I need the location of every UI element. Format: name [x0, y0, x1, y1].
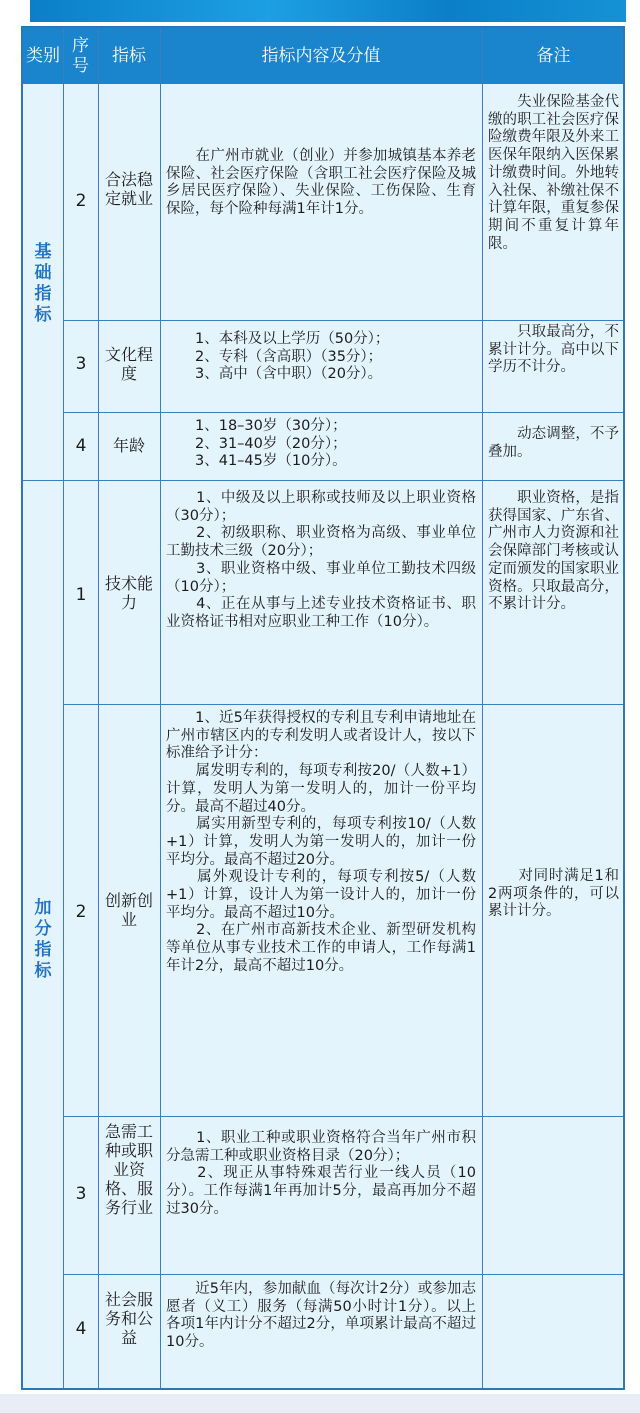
header-note: 备注	[536, 46, 571, 66]
top-decor-band	[30, 0, 626, 22]
row-indicator: 技术能力	[104, 574, 153, 612]
row-indicator: 社会服务和公益	[104, 1290, 153, 1347]
row-indicator: 创新创业	[104, 891, 153, 929]
row-index: 2	[75, 902, 87, 922]
row-note: 职业资格，是指获得国家、广东省、广州市人力资源和社会保障部门考核或认定而颁发的国家职业资格。只取最高分，不累计计分。	[488, 490, 619, 613]
row-index: 4	[75, 436, 87, 456]
score-table	[21, 26, 625, 1390]
row-indicator: 合法稳定就业	[104, 170, 153, 208]
row-divider	[63, 412, 623, 413]
row-content: 1、18–30岁（30分）； 2、31–40岁（20分）； 3、41–45岁（10分）。	[194, 418, 347, 470]
row-note: 动态调整，不予叠加。	[488, 426, 619, 460]
row-content: 1、职业工种或职业资格符合当年广州市积分急需工种或职业资格目录（20分）； 2、现正从事特殊艰苦行业一线人员（10分）。工作每满1年再加计5分，最高再加分不超过30分。	[166, 1130, 476, 1217]
row-divider	[63, 1116, 623, 1117]
row-divider	[63, 704, 623, 705]
row-index: 3	[75, 354, 87, 374]
row-content: 1、近5年获得授权的专利且专利申请地址在广州市辖区内的专利发明人或者设计人，按以下标准给予计分： 属发明专利的，每项专利按20/（人数+1）计算，发明人为第一发明人的，加计一份平均分。最高不超过40分。 属实用新型专利的，每项专利按10/（人数+1）计算，发明人为第一发明人的，加计一份平均分。最高不超过20分。 属外观设计专利的，每项专利按5/（人数+1）计算，设计人为第一设计人的，加计一份平均分。最高不超过10分。 2、在广州市高新技术企业、新型研发机构等单位从事专业技术工作的申请人，工作每满1年计2分，最高不超过10分。	[166, 710, 476, 974]
bottom-decor-band	[0, 1394, 640, 1413]
row-index: 2	[75, 191, 87, 211]
column-divider	[63, 28, 64, 1388]
header-category: 类别	[26, 46, 60, 66]
row-content: 1、中级及以上职称或技师及以上职业资格（30分）； 2、初级职称、职业资格为高级、事业单位工勤技术三级（20分）； 3、职业资格中级、事业单位工勤技术四级（10分）； 4、正在从事与上述专业技术资格证书、职业资格证书相对应职业工种工作（10分）。	[166, 490, 476, 630]
category-bonus: 加分指标	[34, 898, 52, 981]
row-note: 失业保险基金代缴的职工社会医疗保险缴费年限及外来工医保年限纳入医保累计缴费时间。外地转入社保、补缴社保不计算年限，重复参保期间不重复计算年限。	[488, 94, 619, 252]
row-index: 3	[75, 1184, 87, 1204]
category-basic: 基础指标	[34, 242, 52, 325]
row-content: 近5年内，参加献血（每次计2分）或参加志愿者（义工）服务（每满50小时计1分）。以上各项1年内计分不超过2分，单项累计最高不超过10分。	[166, 1281, 476, 1351]
row-indicator: 急需工种或职业资格、服务行业	[104, 1122, 153, 1217]
row-note: 只取最高分，不累计计分。高中以下学历不计分。	[488, 324, 619, 376]
header-content: 指标内容及分值	[261, 46, 381, 66]
header-index: 序号	[72, 36, 89, 76]
row-divider	[23, 480, 623, 481]
row-index: 4	[75, 1319, 87, 1339]
row-divider	[63, 1274, 623, 1275]
column-divider	[98, 28, 99, 1388]
row-indicator: 文化程度	[104, 345, 153, 383]
header-indicator: 指标	[112, 46, 146, 66]
row-content: 1、本科及以上学历（50分）； 2、专科（含高职）（35分）； 3、高中（含中职）（20分）。	[194, 331, 390, 383]
row-divider	[63, 320, 623, 321]
row-content: 在广州市就业（创业）并参加城镇基本养老保险、社会医疗保险（含职工社会医疗保险及城乡居民医疗保险）、失业保险、工伤保险、生育保险，每个险种每满1年计1分。	[166, 148, 476, 218]
row-index: 1	[75, 585, 87, 605]
row-indicator: 年龄	[112, 436, 145, 455]
row-note: 对同时满足1和2两项条件的，可以累计计分。	[488, 868, 619, 920]
